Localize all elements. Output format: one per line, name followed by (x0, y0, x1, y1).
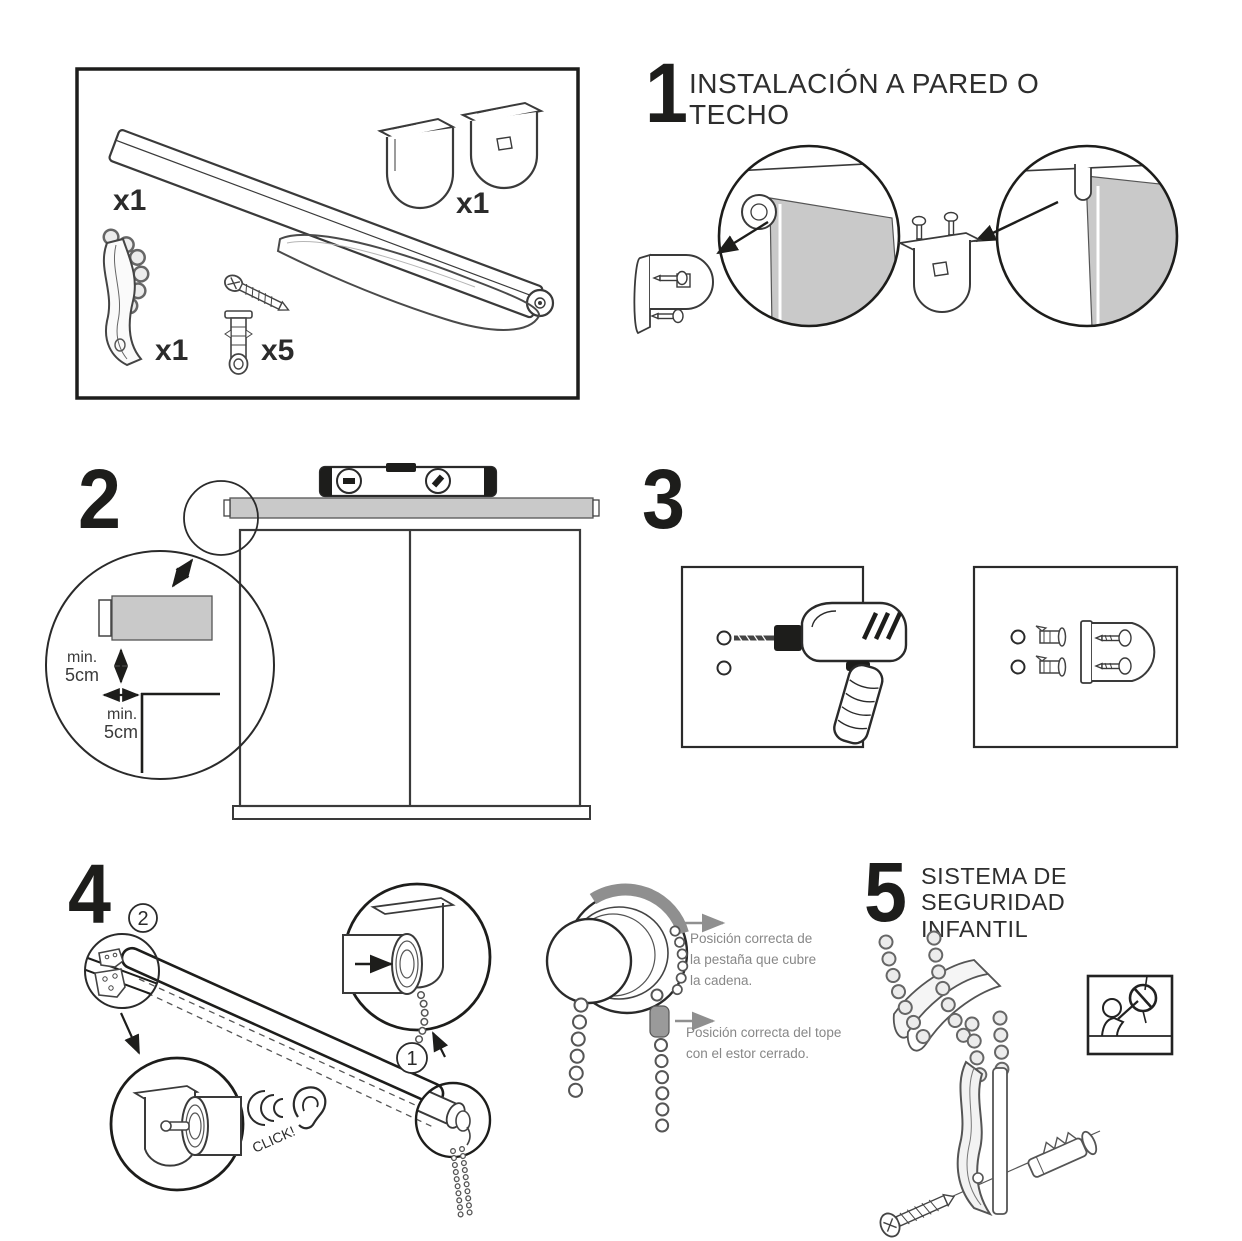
wall-plug-icon (1023, 1124, 1099, 1180)
bracket-with-screws-icon (1081, 621, 1154, 683)
parts-box-illustration (75, 67, 580, 400)
flap-note: Posición correcta de la pestaña que cubre la cadena. (690, 931, 817, 988)
sequence-marker-1 (397, 1043, 427, 1073)
step5-number: 5 (864, 845, 906, 939)
svg-text:1: 1 (406, 1048, 418, 1070)
tensioner-qty-label: x1 (155, 334, 189, 367)
spirit-level-icon (320, 463, 496, 496)
tensioner-assembly (877, 1018, 1100, 1240)
blind-fabric (1086, 176, 1178, 328)
step5-illustration (850, 928, 1242, 1240)
svg-text:2: 2 (137, 908, 149, 930)
bracket-tab (1075, 164, 1091, 200)
hanging-chains (453, 1149, 470, 1219)
step3-illustration (640, 452, 1200, 765)
step5-title: SISTEMA DE SEGURIDAD INFANTIL (921, 863, 1068, 942)
wall-bracket-screws-icon (634, 255, 713, 333)
stopper-note: Posición correcta del tope con el estor cerrado. (686, 1025, 842, 1061)
blind-section (112, 596, 212, 640)
drill-hole (718, 662, 731, 675)
child-warning-icon (1088, 976, 1172, 1054)
blind-bar (224, 498, 599, 518)
ear-icon (248, 1087, 325, 1128)
drill-hole (718, 632, 731, 645)
step1-illustration (620, 128, 1210, 343)
step1-number: 1 (645, 46, 687, 140)
pin-insert-detail (111, 1058, 243, 1190)
rear-chain (650, 995, 669, 1130)
min-label-a: min. (67, 649, 98, 666)
screws-qty-label: x5 (261, 334, 295, 367)
step2-number: 2 (78, 452, 120, 546)
zoom-link-arrow (173, 560, 192, 586)
safety-clip-icon (886, 938, 1000, 1051)
chain-stopper (650, 1006, 669, 1037)
blind-fabric (770, 198, 900, 328)
ceiling-mount-detail (900, 146, 1178, 328)
brackets-qty-label: x1 (456, 187, 490, 220)
clutch-knob (547, 919, 631, 1003)
step2-illustration (40, 438, 620, 838)
drill-panel (682, 567, 906, 747)
slide-in-detail (343, 884, 490, 1042)
screw-icon (877, 1186, 959, 1240)
wall-mount-detail (634, 146, 902, 333)
ceiling-bracket-screws-icon (900, 213, 980, 313)
min-value-b: 5cm (104, 722, 139, 742)
sequence-marker-2 (129, 904, 157, 932)
plugs-panel (974, 567, 1177, 747)
step1-title: INSTALACIÓN A PARED O TECHO (689, 68, 1040, 131)
front-chain (575, 1005, 581, 1107)
min-label-b: min. (107, 706, 138, 723)
clutch-housing (547, 890, 687, 1013)
tube-qty-label: x1 (113, 184, 147, 217)
min-value-a: 5cm (65, 665, 100, 685)
step4-number: 4 (68, 847, 110, 941)
window-illustration (233, 530, 590, 819)
click-label: CLICK! (249, 1122, 298, 1156)
step3-number: 3 (642, 452, 684, 546)
step4-illustration (55, 845, 525, 1235)
